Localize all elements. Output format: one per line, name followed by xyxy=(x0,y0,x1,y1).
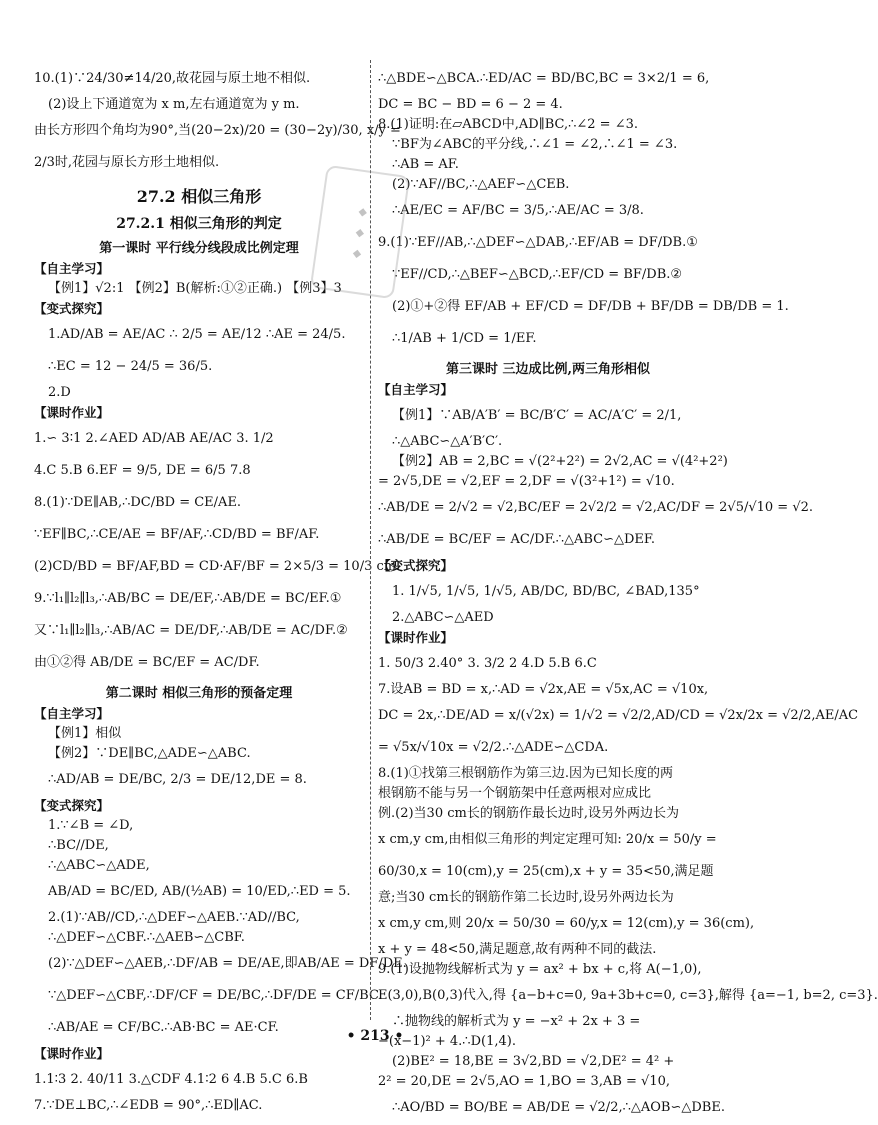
right-line: = √5x/√10x = √2/2.∴△ADE∽△CDA. xyxy=(378,740,609,755)
right-line: ∴△BDE∽△BCA.∴ED/AC = BD/BC,BC = 3×2/1 = 6, xyxy=(378,71,710,86)
right-line: 【例2】AB = 2,BC = √(2²+2²) = 2√2,AC = √(4²+2²) xyxy=(392,454,728,469)
right-line: DC = BC − BD = 6 − 2 = 4. xyxy=(378,97,563,112)
right-line: 1. 1/√5, 1/√5, 1/√5, AB/DC, BD/BC, ∠BAD,135° xyxy=(392,584,700,599)
right-line: DC = 2x,∴DE/AD = x/(√2x) = 1/√2 = √2/2,AD/CD = √2x/2x = √2/2,AE/AC xyxy=(378,708,859,723)
right-line: 9.(1)设抛物线解析式为 y = ax² + bx + c,将 A(−1,0), xyxy=(378,962,702,977)
right-line: 7.设AB = BD = x,∴AD = √2x,AE = √5x,AC = √10x, xyxy=(378,682,709,697)
left-line: 4.C 5.B 6.EF = 9/5, DE = 6/5 7.8 xyxy=(34,463,251,478)
left-line: 又∵l₁∥l₂∥l₃,∴AB/AC = DE/DF,∴AB/DE = AC/DF.② xyxy=(34,623,348,638)
right-line: 60/30,x = 10(cm),y = 25(cm),x + y = 35<50,满足题 xyxy=(378,864,714,879)
left-line: 【例1】相似 xyxy=(48,726,122,741)
right-line: ∴AO/BD = BO/BE = AB/DE = √2/2,∴△AOB∽△DBE. xyxy=(392,1100,725,1115)
right-line: 2.△ABC∽△AED xyxy=(392,610,494,625)
left-line: AB/AD = BC/ED, AB/(½AB) = 10/ED,∴ED = 5. xyxy=(48,884,351,899)
left-line: 【自主学习】 xyxy=(34,261,110,276)
left-line: (2)CD/BD = BF/AF,BD = CD·AF/BF = 2×5/3 = 10/3 cm. xyxy=(34,559,401,574)
left-line: 【课时作业】 xyxy=(34,405,110,420)
right-line: ∴AE/EC = AF/BC = 3/5,∴AE/AC = 3/8. xyxy=(392,203,644,218)
right-line: 2² = 20,DE = 2√5,AO = 1,BO = 3,AB = √10, xyxy=(378,1074,671,1089)
left-line: 第二课时 相似三角形的预备定理 xyxy=(105,686,293,701)
right-line: ∴AB/DE = BC/EF = AC/DF.∴△ABC∽△DEF. xyxy=(378,532,656,547)
right-line: 意;当30 cm长的钢筋作第二长边时,设另外两边长为 xyxy=(378,890,674,905)
left-line: ∴EC = 12 − 24/5 = 36/5. xyxy=(48,359,213,374)
right-line: E(3,0),B(0,3)代入,得 {a−b+c=0, 9a+3b+c=0, c=3},解得 {a=−1, b=2, c=3}. xyxy=(378,988,878,1003)
left-line: 【变式探究】 xyxy=(34,301,110,316)
right-column xyxy=(378,62,878,1125)
left-line: 2.D xyxy=(48,385,71,400)
right-line: ∴AB = AF. xyxy=(392,157,459,172)
left-line: 1.∽ 3∶1 2.∠AED AD/AB AE/AC 3. 1/2 xyxy=(34,431,274,446)
right-line: ∵EF//CD,∴△BEF∽△BCD,∴EF/CD = BF/DB.② xyxy=(392,267,683,282)
left-line: 27.2 相似三角形 xyxy=(136,187,262,206)
left-line: 【例2】∵DE∥BC,△ADE∽△ABC. xyxy=(48,746,251,761)
right-line: ∵BF为∠ABC的平分线,∴∠1 = ∠2,∴∠1 = ∠3. xyxy=(392,137,678,152)
right-line: ∴1/AB + 1/CD = 1/EF. xyxy=(392,331,537,346)
left-line: 【变式探究】 xyxy=(34,798,110,813)
right-line: 根钢筋不能与另一个钢筋架中任意两根对应成比 xyxy=(378,786,652,801)
stamp-glyph-1: ◆ xyxy=(357,204,369,219)
right-line: 第三课时 三边成比例,两三角形相似 xyxy=(445,362,651,377)
left-line: 1.AD/AB = AE/AC ∴ 2/5 = AE/12 ∴AE = 24/5. xyxy=(48,327,346,342)
left-line: ∴△DEF∽△CBF.∴△AEB∽△CBF. xyxy=(48,930,245,945)
right-line: 8.(1)证明:在▱ABCD中,AD∥BC,∴∠2 = ∠3. xyxy=(378,117,638,132)
right-line: 8.(1)①找第三根钢筋作为第三边.因为已知长度的两 xyxy=(378,766,673,781)
left-line: ∵△DEF∽△CBF,∴DF/CF = DE/BC,∴DF/DE = CF/BC. xyxy=(48,988,383,1003)
left-line: ∴AB/AE = CF/BC.∴AB·BC = AE·CF. xyxy=(48,1020,279,1035)
left-line: 【课时作业】 xyxy=(34,1046,110,1061)
left-line: ∵EF∥BC,∴CE/AE = BF/AF,∴CD/BD = BF/AF. xyxy=(34,527,320,542)
right-line: (2)BE² = 18,BE = 3√2,BD = √2,DE² = 4² + xyxy=(392,1054,675,1069)
left-line: 8.(1)∵DE∥AB,∴DC/BD = CE/AE. xyxy=(34,495,242,510)
left-line: 第一课时 平行线分线段成比例定理 xyxy=(99,241,299,256)
left-line: ∴AD/AB = DE/BC, 2/3 = DE/12,DE = 8. xyxy=(48,772,307,787)
stamp-glyph-2: ◆ xyxy=(354,224,366,240)
right-line: 【自主学习】 xyxy=(378,382,454,397)
right-line: 1. 50/3 2.40° 3. 3/2 2 4.D 5.B 6.C xyxy=(378,656,597,671)
corner-watermark xyxy=(600,1020,740,1064)
stamp-glyph-3: ◆ xyxy=(351,245,363,260)
right-line: 【变式探究】 xyxy=(378,558,454,573)
right-line: (2)∵AF//BC,∴△AEF∽△CEB. xyxy=(392,177,570,192)
right-line: (2)①+②得 EF/AB + EF/CD = DF/DB + BF/DB = DB/DB = 1. xyxy=(392,299,789,314)
right-line: ∴抛物线的解析式为 y = −x² + 2x + 3 = xyxy=(392,1014,641,1029)
left-line: 1.∵∠B = ∠D, xyxy=(48,818,134,833)
left-line: 27.2.1 相似三角形的判定 xyxy=(116,216,282,232)
right-line: ∴AB/DE = 2/√2 = √2,BC/EF = 2√2/2 = √2,AC/DF = 2√5/√10 = √2. xyxy=(378,500,814,515)
left-line: ∴△ABC∽△ADE, xyxy=(48,858,150,873)
left-line: 由长方形四个角均为90°,当(20−2x)/20 = (30−2y)/30, x/y = xyxy=(34,123,401,138)
right-line: = 2√5,DE = √2,EF = 2,DF = √(3²+1²) = √10. xyxy=(378,474,675,489)
right-line: 9.(1)∵EF//AB,∴△DEF∽△DAB,∴EF/AB = DF/DB.① xyxy=(378,235,698,250)
right-line: ∴△ABC∽△A′B′C′. xyxy=(392,434,503,449)
left-line: 2.(1)∵AB//CD,∴△DEF∽△AEB.∵AD//BC, xyxy=(48,910,300,925)
left-line: 10.(1)∵24/30≠14/20,故花园与原土地不相似. xyxy=(34,71,311,86)
right-line: x cm,y cm,则 20/x = 50/30 = 60/y,x = 12(cm),y = 36(cm), xyxy=(378,916,755,931)
right-line: 【例1】∵AB/A′B′ = BC/B′C′ = AC/A′C′ = 2/1, xyxy=(392,408,682,423)
left-line: ∴BC//DE, xyxy=(48,838,109,853)
left-line: 【自主学习】 xyxy=(34,706,110,721)
left-line: (2)设上下通道宽为 x m,左右通道宽为 y m. xyxy=(48,97,300,112)
left-line: 7.∵DE⊥BC,∴∠EDB = 90°,∴ED∥AC. xyxy=(34,1098,263,1113)
right-line: 例.(2)当30 cm长的钢筋作最长边时,设另外两边长为 xyxy=(378,806,679,821)
left-line: (2)∵△DEF∽△AEB,∴DF/AB = DE/AE,即AB/AE = DF/DE. xyxy=(48,956,407,971)
left-line: 9.∵l₁∥l₂∥l₃,∴AB/BC = DE/EF,∴AB/DE = BC/EF.① xyxy=(34,591,342,606)
left-line: 2/3时,花园与原长方形土地相似. xyxy=(34,155,220,170)
right-line: x + y = 48<50,满足题意,故有两种不同的截法. xyxy=(378,942,657,957)
left-line: 【例1】√2:1 【例2】B(解析:①②正确.) 【例3】3 xyxy=(48,281,342,296)
page-number: • 213 • xyxy=(346,1028,404,1044)
stamp-watermark xyxy=(310,165,410,299)
right-line: 【课时作业】 xyxy=(378,630,454,645)
left-line: 由①②得 AB/DE = BC/EF = AC/DF. xyxy=(34,655,260,670)
right-line: x cm,y cm,由相似三角形的判定定理可知: 20/x = 50/y = xyxy=(378,832,717,847)
left-line: 1.1∶3 2. 40/11 3.△CDF 4.1∶2 6 4.B 5.C 6.B xyxy=(34,1072,308,1087)
right-line: −(x−1)² + 4.∴D(1,4). xyxy=(378,1034,516,1049)
